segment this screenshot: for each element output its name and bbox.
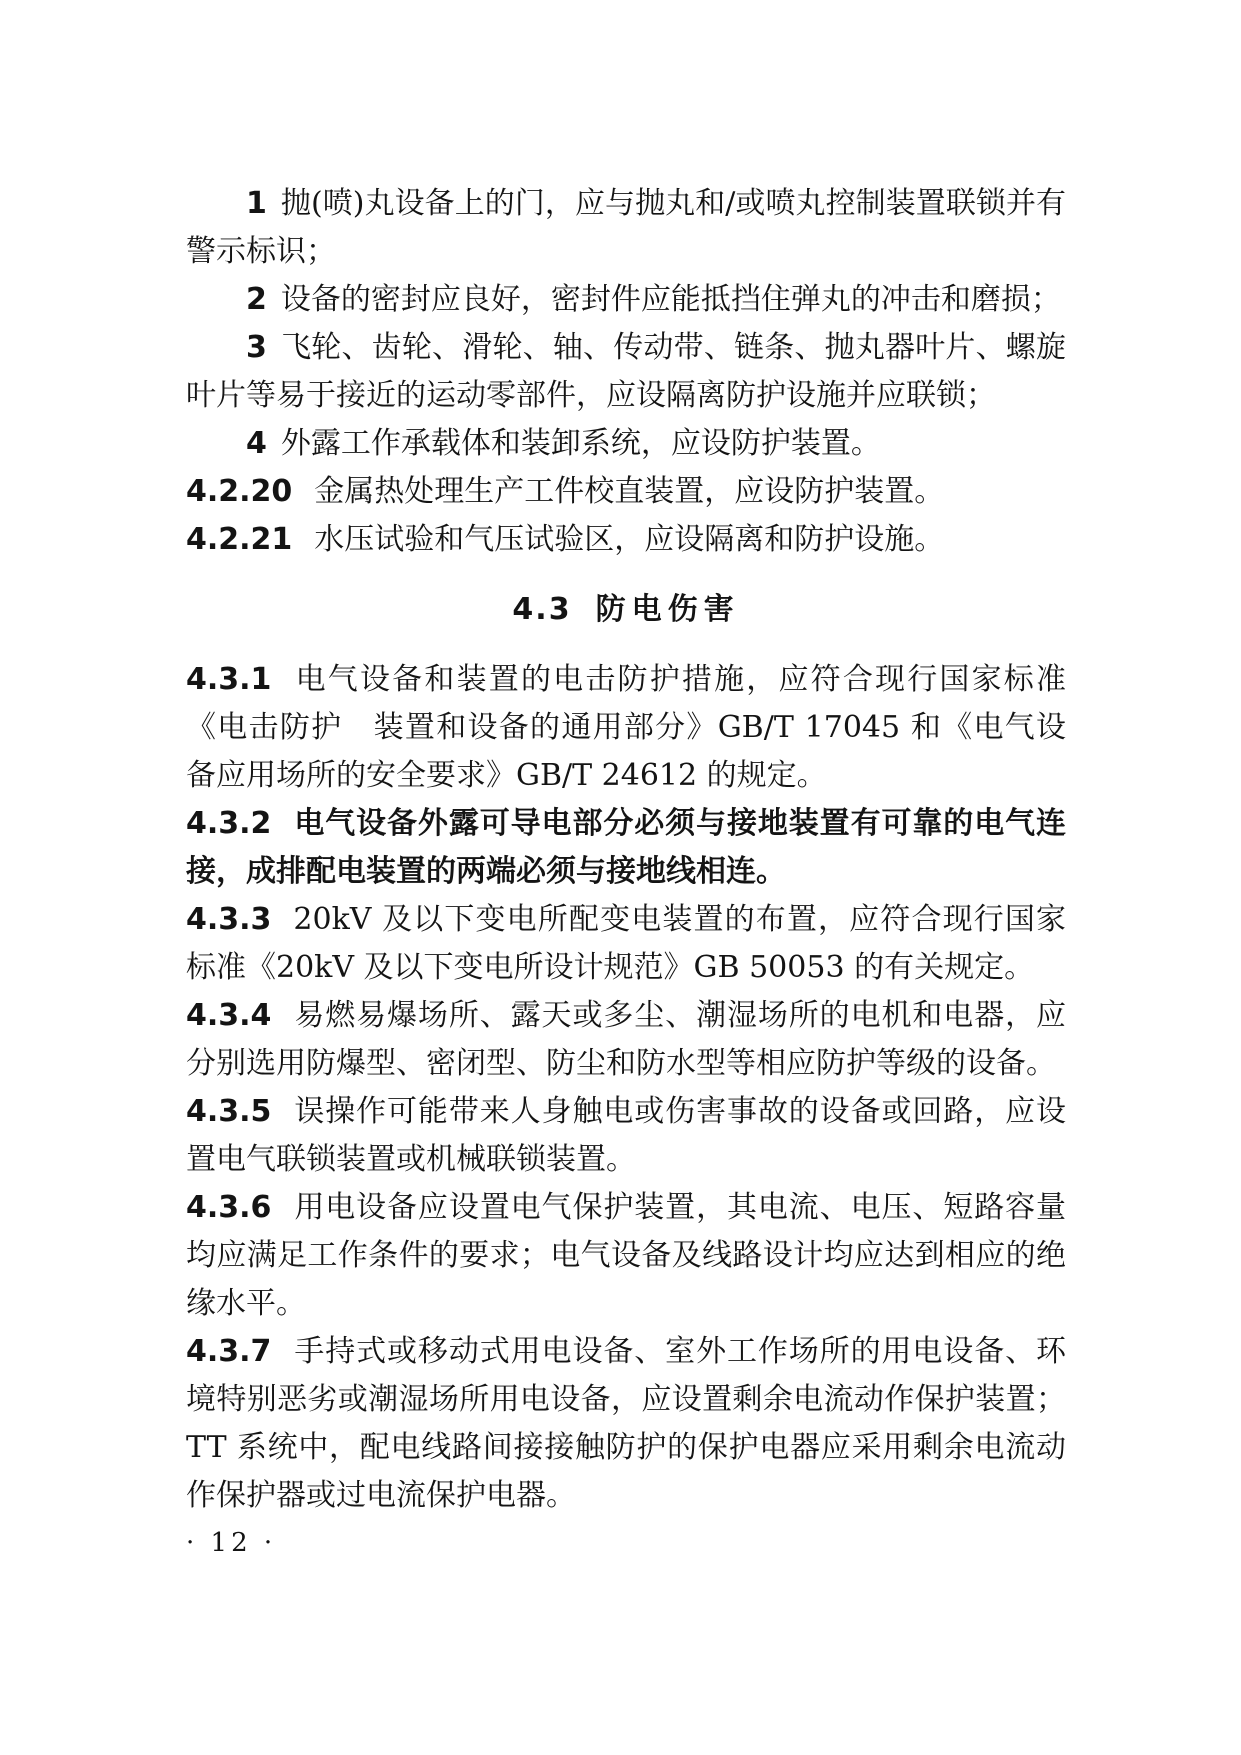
item-number: 3 — [246, 330, 267, 365]
clause-text: 电气设备外露可导电部分必须与接地装置有可靠的电气连接，成排配电装置的两端必须与接地线相连。 — [186, 806, 1066, 889]
clause-number: 4.3.5 — [186, 1094, 272, 1129]
list-item — [186, 420, 1066, 468]
clause — [186, 1328, 1066, 1520]
page-number: · 12 · — [186, 1528, 277, 1558]
clause-number: 4.3.2 — [186, 806, 272, 841]
clause-text: 电气设备和装置的电击防护措施，应符合现行国家标准《电击防护 装置和设备的通用部分》GB/T 17045 和《电气设备应用场所的安全要求》GB/T 24612 的规定。 — [186, 662, 1066, 793]
clause-number: 4.3.1 — [186, 662, 272, 697]
item-number: 4 — [246, 426, 267, 461]
clause — [186, 896, 1066, 992]
clause-text: 用电设备应设置电气保护装置，其电流、电压、短路容量均应满足工作条件的要求；电气设备及线路设计均应达到相应的绝缘水平。 — [186, 1190, 1066, 1321]
clause-text: 20kV 及以下变电所配变电装置的布置，应符合现行国家标准《20kV 及以下变电所设计规范》GB 50053 的有关规定。 — [186, 902, 1066, 985]
clause — [186, 516, 1066, 564]
clause-number: 4.3.6 — [186, 1190, 272, 1225]
clause-number: 4.2.20 — [186, 474, 293, 509]
clause — [186, 1088, 1066, 1184]
section-heading — [186, 586, 1066, 634]
clause-text: 易燃易爆场所、露天或多尘、潮湿场所的电机和电器，应分别选用防爆型、密闭型、防尘和防水型等相应防护等级的设备。 — [186, 998, 1066, 1081]
page-body — [186, 180, 1066, 1520]
clause-number: 4.3.4 — [186, 998, 272, 1033]
item-text: 飞轮、齿轮、滑轮、轴、传动带、链条、抛丸器叶片、螺旋叶片等易于接近的运动零部件，应设隔离防护设施并应联锁； — [186, 330, 1066, 413]
clause-number: 4.3.7 — [186, 1334, 272, 1369]
list-item — [186, 276, 1066, 324]
clause — [186, 1184, 1066, 1328]
clause — [186, 656, 1066, 800]
item-text: 外露工作承载体和装卸系统，应设防护装置。 — [280, 426, 881, 461]
item-number: 2 — [246, 282, 267, 317]
list-item — [186, 324, 1066, 420]
item-text: 抛(喷)丸设备上的门，应与抛丸和/或喷丸控制装置联锁并有警示标识； — [186, 186, 1066, 269]
clause — [186, 468, 1066, 516]
clause-text: 水压试验和气压试验区，应设隔离和防护设施。 — [314, 522, 945, 557]
section-number: 4.3 — [512, 592, 572, 627]
section-title: 防电伤害 — [595, 592, 740, 627]
clause-text: 手持式或移动式用电设备、室外工作场所的用电设备、环境特别恶劣或潮湿场所用电设备，应设置剩余电流动作保护装置；TT 系统中，配电线路间接接触防护的保护电器应采用剩余电流动作保护器或过电流保护电器。 — [186, 1334, 1066, 1513]
item-text: 设备的密封应良好，密封件应能抵挡住弹丸的冲击和磨损； — [280, 282, 1061, 317]
clause-number: 4.2.21 — [186, 522, 293, 557]
clause-mandatory — [186, 800, 1066, 896]
item-number: 1 — [246, 186, 267, 221]
list-item — [186, 180, 1066, 276]
clause-text: 误操作可能带来人身触电或伤害事故的设备或回路，应设置电气联锁装置或机械联锁装置。 — [186, 1094, 1066, 1177]
clause-number: 4.3.3 — [186, 902, 272, 937]
clause-text: 金属热处理生产工件校直装置，应设防护装置。 — [314, 474, 945, 509]
clause — [186, 992, 1066, 1088]
